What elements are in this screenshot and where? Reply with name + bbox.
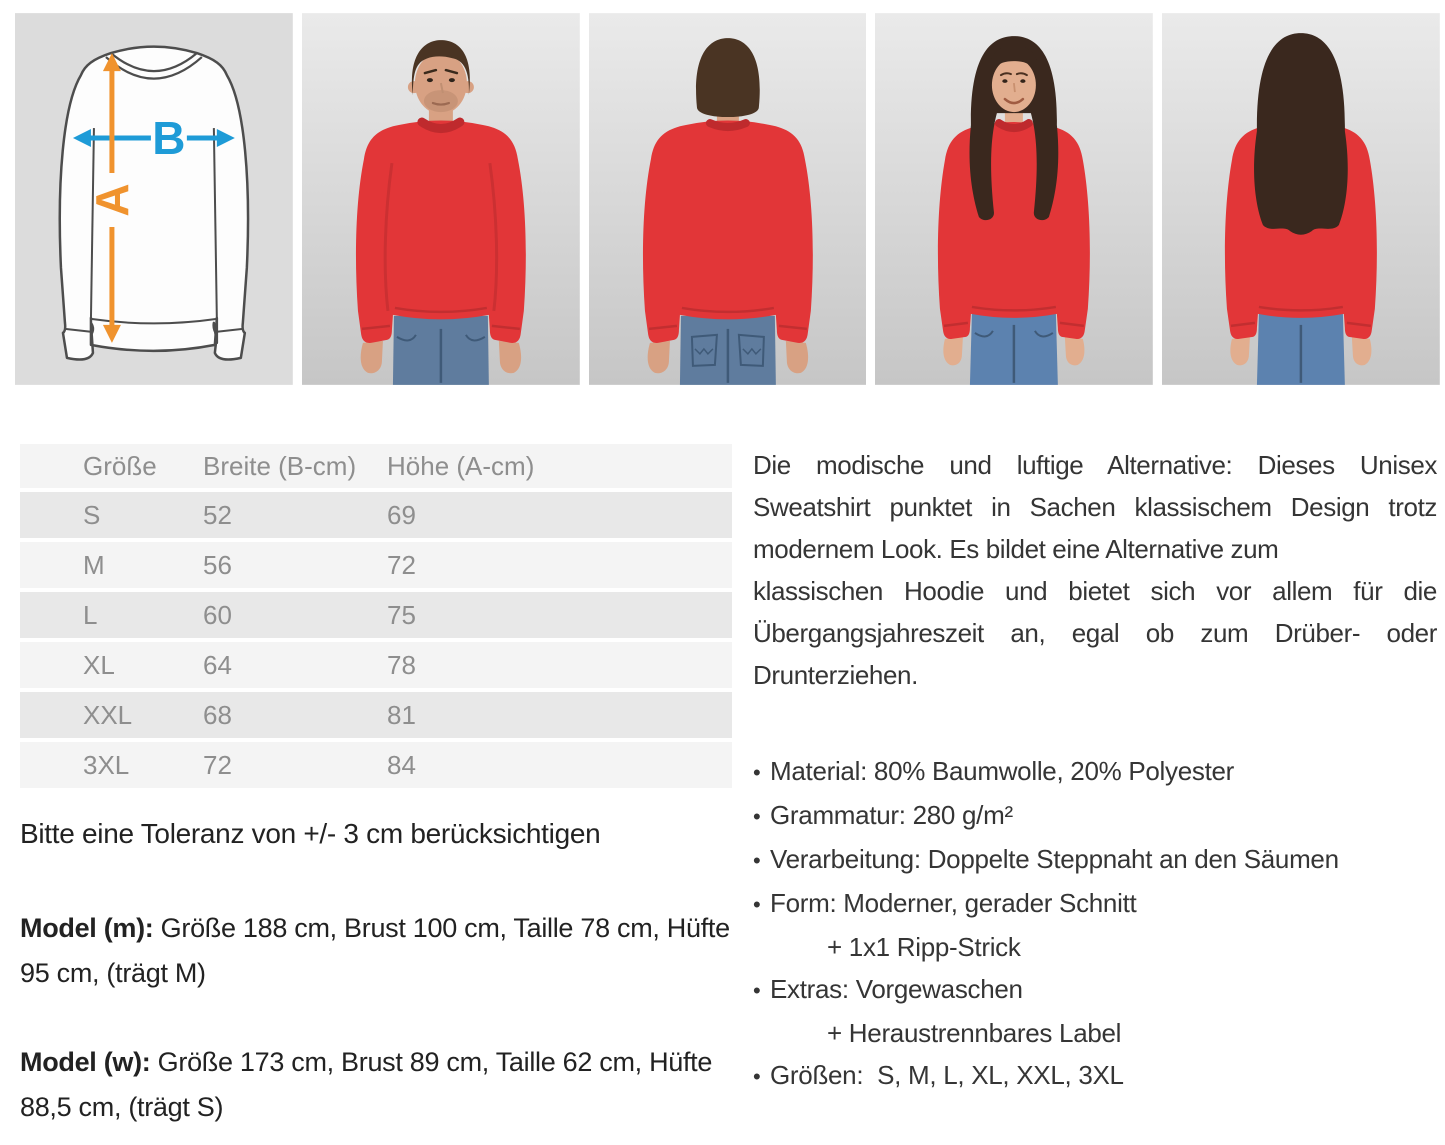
photo-man-back <box>589 13 867 385</box>
feature-item-groessen: • Größen: S, M, L, XL, XXL, 3XL <box>753 1054 1437 1098</box>
bullet-icon: • <box>753 978 761 1003</box>
description-line: klassischen Hoodie und bietet sich vor allem für die <box>753 576 1437 606</box>
description-line: Die modische und luftige Alternative: Dieses Unisex <box>753 450 1437 480</box>
feature-item-extras: • Extras: Vorgewaschen <box>753 968 1437 1012</box>
label-a: A <box>85 183 138 217</box>
bullet-icon: • <box>753 1064 761 1089</box>
size-diagram-illustration <box>15 13 293 385</box>
size-table <box>20 440 732 792</box>
description-column <box>753 444 1437 1098</box>
photo-woman-front <box>875 13 1153 385</box>
table-row <box>20 692 732 738</box>
table-cell-hoehe: 75 <box>387 599 416 630</box>
column-header-breite: Breite (B-cm) <box>203 450 357 481</box>
feature-item-verarbeitung: • Verarbeitung: Doppelte Steppnaht an den Säumen <box>753 838 1437 882</box>
size-info-column <box>20 444 736 1130</box>
product-image-gallery <box>15 13 1440 385</box>
table-row <box>20 642 732 688</box>
table-cell-size: XXL <box>83 699 133 730</box>
table-cell-breite: 72 <box>203 749 232 780</box>
woman-front-illustration <box>875 13 1153 385</box>
table-cell-breite: 52 <box>203 499 232 530</box>
label-b: B <box>152 112 186 165</box>
table-cell-size: XL <box>83 649 115 680</box>
model-w-info <box>20 1040 736 1130</box>
description-line: Übergangsjahreszeit an, egal ob zum Drüber- oder <box>753 618 1437 648</box>
model-m-text: Größe 188 cm, Brust 100 cm, Taille 78 cm, Hüfte 95 cm, (trägt M) <box>20 913 738 988</box>
model-m-info <box>20 906 736 996</box>
feature-item-material: • Material: 80% Baumwolle, 20% Polyester <box>753 750 1437 794</box>
photo-man-front <box>302 13 580 385</box>
size-diagram <box>15 13 293 385</box>
bullet-icon: • <box>753 892 761 917</box>
model-w-label: Model (w): <box>20 1047 151 1077</box>
bullet-icon: • <box>753 760 761 785</box>
photo-woman-back <box>1162 13 1440 385</box>
table-row <box>20 492 732 538</box>
feature-item-ripp-strick: + 1x1 Ripp-Strick <box>827 932 1021 962</box>
table-cell-size: 3XL <box>83 749 130 780</box>
table-row <box>20 742 732 788</box>
tolerance-note: Bitte eine Toleranz von +/- 3 cm berücksichtigen <box>20 818 601 849</box>
table-cell-hoehe: 84 <box>387 749 416 780</box>
table-cell-size: M <box>83 549 105 580</box>
table-cell-breite: 64 <box>203 649 232 680</box>
feature-list <box>753 750 1437 1098</box>
model-m-label: Model (m): <box>20 913 154 943</box>
table-cell-hoehe: 72 <box>387 549 416 580</box>
table-row <box>20 592 732 638</box>
size-table-header-row <box>20 444 732 488</box>
description-line: modernem Look. Es bildet eine Alternative zum <box>753 534 1279 564</box>
bullet-icon: • <box>753 804 761 829</box>
table-cell-breite: 60 <box>203 599 232 630</box>
table-cell-hoehe: 81 <box>387 699 416 730</box>
description-line: Sweatshirt punktet in Sachen klassischem Design trotz <box>753 492 1437 522</box>
model-w-text: Größe 173 cm, Brust 89 cm, Taille 62 cm, Hüfte 88,5 cm, (trägt S) <box>20 1047 720 1122</box>
column-header-hoehe: Höhe (A-cm) <box>387 450 535 481</box>
table-cell-breite: 56 <box>203 549 232 580</box>
man-front-illustration <box>302 13 580 385</box>
table-cell-hoehe: 69 <box>387 499 416 530</box>
column-header-groesse: Größe <box>83 450 157 481</box>
woman-back-illustration <box>1162 13 1440 385</box>
feature-item-grammatur: • Grammatur: 280 g/m² <box>753 794 1437 838</box>
table-row <box>20 542 732 588</box>
table-cell-size: L <box>83 599 98 630</box>
bullet-icon: • <box>753 848 761 873</box>
description-line: Drunterziehen. <box>753 660 918 690</box>
feature-item-label: + Heraustrennbares Label <box>827 1018 1122 1048</box>
man-back-illustration <box>589 13 867 385</box>
product-description <box>753 444 1437 696</box>
table-cell-breite: 68 <box>203 699 232 730</box>
feature-item-form: • Form: Moderner, gerader Schnitt <box>753 882 1437 926</box>
table-cell-size: S <box>83 499 101 530</box>
table-cell-hoehe: 78 <box>387 649 416 680</box>
